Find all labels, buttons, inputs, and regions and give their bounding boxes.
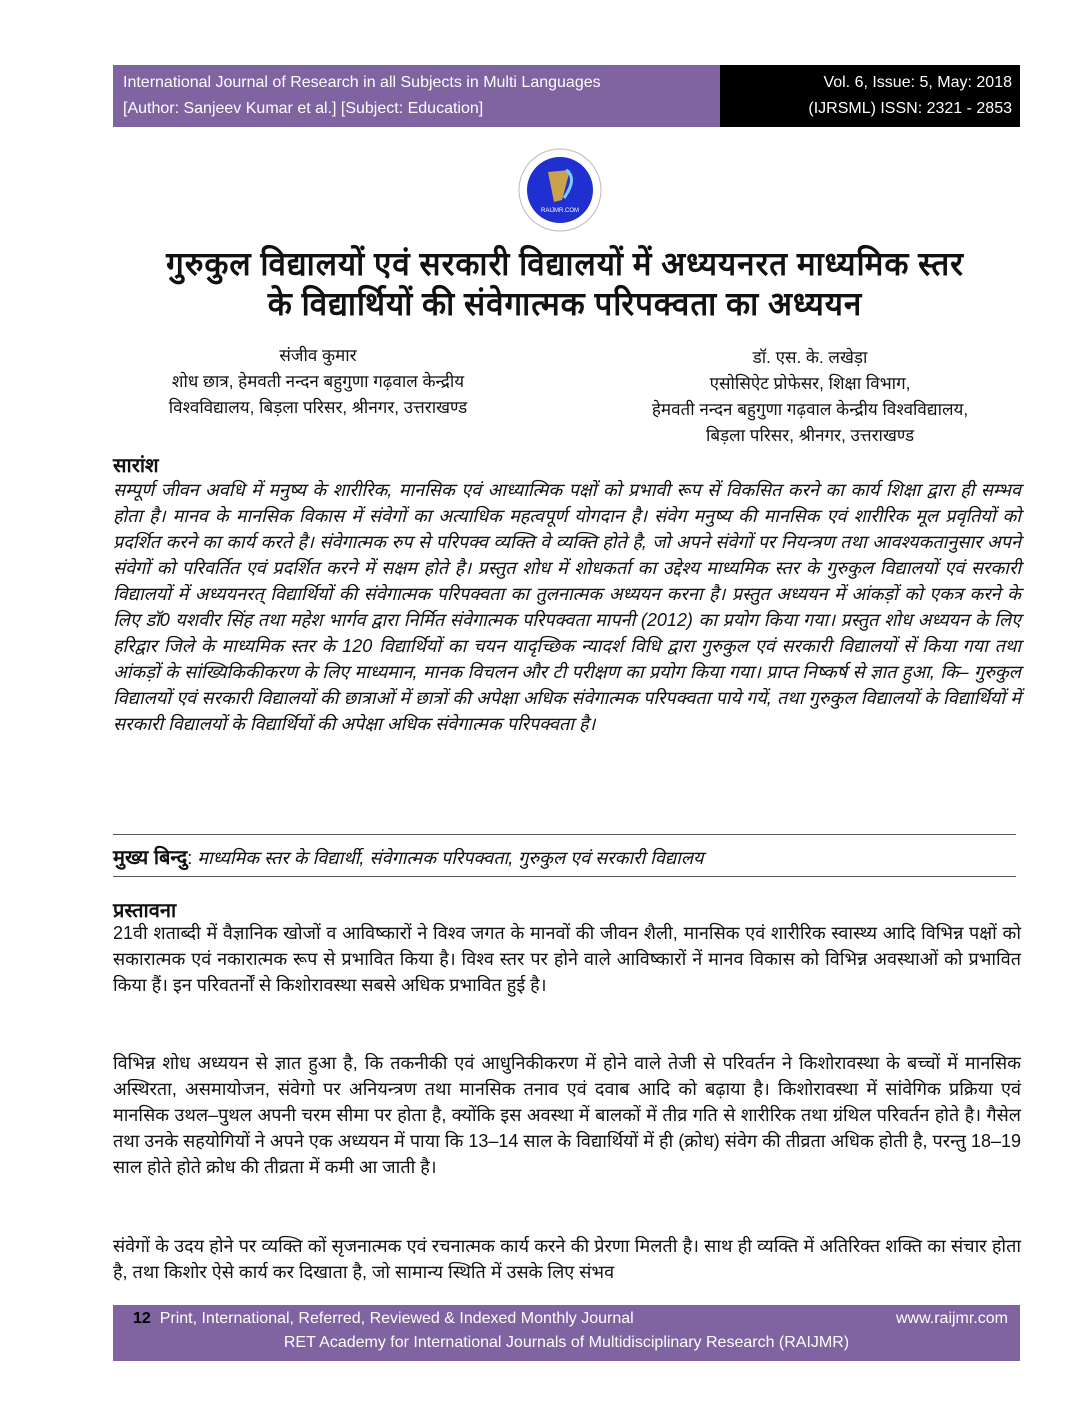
keywords: मुख्य बिन्दु: माध्यमिक स्तर के विद्यार्थी, संवेगात्मक परिपक्वता, गुरुकुल एवं सरकारी विद्यालय (113, 847, 704, 869)
paper-title-line-1: गुरुकुल विद्यालयों एवं सरकारी विद्यालयों में अध्ययनरत माध्यमिक स्तर (166, 247, 964, 283)
author-affiliation: एसोसिऐट प्रोफेसर, शिक्षा विभाग, (709, 374, 911, 393)
author-affiliation: बिड़ला परिसर, श्रीनगर, उत्तराखण्ड (705, 426, 915, 445)
journal-footer (113, 1305, 1020, 1361)
intro-paragraph-1: 21वी शताब्दी में वैज्ञानिक खोजों व आविष्कारों ने विश्व जगत के मानवों की जीवन शैली, मानसिक एवं शारीरिक स्वास्थ्य आदि विभिन्न पक्षों को सकारात्मक एवं नकारात्मक रूप से प्रभावित किया है। विश्व स्तर पर होने वाले आविष्कारों नें मानव विकास को विभिन्न अवस्थाओं को प्रभावित किया हैं। इन परिवतर्नों से किशोरावस्था सबसे अधिक प्रभावित हुई है। (113, 923, 1021, 995)
divider (113, 876, 1016, 877)
footer-tagline: Print, International, Referred, Reviewed & Indexed Monthly Journal (159, 1310, 634, 1327)
intro-heading: प्रस्तावना (113, 900, 177, 922)
intro-paragraph-3: संवेगों के उदय होने पर व्यक्ति कों सृजनात्मक एवं रचनात्मक कार्य करने की प्रेरणा मिलती है। साथ ही व्यक्ति में अतिरिक्त शक्ति का संचार होता है, तथा किशोर ऐसे कार्य कर दिखाता है, जो सामान्य स्थिति में उसके लिए संभव (113, 1236, 1021, 1282)
author-2 (590, 345, 1030, 449)
abstract-heading: सारांश (113, 455, 159, 477)
intro-paragraph-2: विभिन्न शोध अध्ययन से ज्ञात हुआ है, कि तकनीकी एवं आधुनिकीकरण में होने वाले तेजी से परिवर्तन ने किशोरावस्था के बच्चों में मानसिक अस्थिरता, असमायोजन, संवेगो पर अनियन्त्रण तथा मानसिक तनाव एवं दवाब आदि को बढ़ाया है। किशोरावस्था में सांवेगिक प्रक्रिया एवं मानसिक उथल–पुथल अपनी चरम सीमा पर होता है, क्योंकि इस अवस्था में बालकों में तीव्र गति से शारीरिक तथा ग्रंथिल परिवर्तन होते है। गैसेल तथा उनके सहयोगियों ने अपने एक अध्ययन में पाया कि 13–14 साल के विद्यार्थियों में ही (क्रोध) संवेग की तीव्रता अधिक होती है, परन्तु 18–19 साल होते होते क्रोध की तीव्रता में कमी आ जाती है। (113, 1053, 1021, 1177)
abstract-text: सम्पूर्ण जीवन अवधि में मनुष्य के शारीरिक, मानसिक एवं आध्यात्मिक पक्षों को प्रभावी रूप सें विकसित करने का कार्य शिक्षा द्वारा ही सम्भव होता है। मानव के मानसिक विकास में संवेगों का अत्याधिक महत्वपूर्ण योगदान है। संवेग मनुष्य की मानसिक एवं शारीरिक मूल प्रवृतियों को प्रदर्शित करने का कार्य करते है। संवेगात्मक रुप से परिपक्व व्यक्ति वे व्यक्ति होते है, जो अपने संवेगों पर नियन्त्रण तथा आवश्यकतानुसार अपने संवेगों को परिवर्तित एवं प्रदर्शित करने में सक्षम होते है। प्रस्तुत शोध में शोधकर्ता का उद्देश्य माध्यमिक स्तर के गुरुकुल विद्यालयों एवं सरकारी विद्यालयों में अध्ययनरत् विद्यार्थियों की संवेगात्मक परिपक्वता का तुलनात्मक अध्ययन करना है। प्रस्तुत अध्ययन में आंकड़ों को एकत्र करने के लिए डॉ0 यशवीर सिंह तथा महेश भार्गव द्वारा निर्मित संवेगात्मक परिपक्वता मापनी (2012) का प्रयोग किया गया। प्रस्तुत शोध अध्ययन के लिए हरिद्वार जिले के माध्यमिक स्तर के 120 विद्यार्थियों का चयन यादृच्छिक न्यादर्श विधि द्वारा गुरुकुल एवं सरकारी विद्यालयों सें किया गया तथा आंकड़ों के सांख्यिकिकीकरण के लिए माध्यमान, मानक विचलन और टी परीक्षण का प्रयोग किया गया। प्राप्त निष्कर्ष से ज्ञात हुआ, कि– गुरुकुल विद्यालयों एवं सरकारी विद्यालयों की छात्राओं में छात्रों की अपेक्षा अधिक संवेगात्मक परिपक्वता पाये गयें, तथा गुरुकुल विद्यालयों के विद्यार्थियों में सरकारी विद्यालयों के विद्यार्थियों की अपेक्षा अधिक संवेगात्मक परिपक्वता है। (113, 480, 1021, 734)
journal-header-right (720, 65, 1020, 127)
keywords-text: माध्यमिक स्तर के विद्यार्थी, संवेगात्मक परिपक्वता, गुरुकुल एवं सरकारी विद्यालय (197, 848, 704, 868)
keywords-label: मुख्य बिन्दु (113, 847, 188, 869)
logo-text: RAIJMR.COM (541, 208, 579, 214)
paper-title-line-2: के विद्यार्थियों की संवेगात्मक परिपक्वता का अध्ययन (267, 287, 863, 323)
journal-name: International Journal of Research in all Subjects in Multi Languages (123, 74, 601, 91)
issn: (IJRSML) ISSN: 2321 - 2853 (808, 100, 1012, 117)
author-name: डॉ. एस. के. लखेड़ा (752, 348, 868, 367)
volume-info: Vol. 6, Issue: 5, May: 2018 (823, 74, 1012, 91)
author-subject: [Author: Sanjeev Kumar et al.] [Subject: Education] (123, 100, 484, 117)
footer-publisher: RET Academy for International Journals of Multidisciplinary Research (RAIJMR) (283, 1334, 850, 1351)
author-name: संजीव कुमार (279, 346, 357, 365)
journal-header-left (113, 65, 720, 127)
author-affiliation: विश्वविद्यालय, बिड़ला परिसर, श्रीनगर, उत्तराखण्ड (168, 398, 468, 417)
author-1 (113, 343, 523, 421)
journal-logo (518, 148, 602, 232)
page-number: 12 (133, 1310, 151, 1327)
journal-header (113, 65, 1020, 127)
author-affiliation: शोध छात्र, हेमवती नन्दन बहुगुणा गढ़वाल केन्द्रीय (171, 372, 465, 391)
divider (113, 834, 1016, 835)
author-affiliation: हेमवती नन्दन बहुगुणा गढ़वाल केन्द्रीय विश्वविद्यालय, (651, 400, 969, 419)
footer-url[interactable]: www.raijmr.com (895, 1310, 1008, 1327)
